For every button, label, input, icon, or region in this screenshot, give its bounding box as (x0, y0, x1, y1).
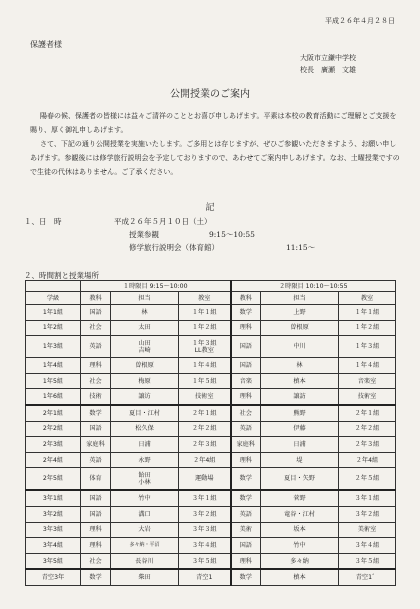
table-cell: 多々納 (261, 553, 339, 569)
table-cell: 梅原 (111, 373, 179, 389)
table-row (26, 389, 396, 405)
table-cell: ２年５組 (339, 468, 396, 491)
table-cell: １年２組 (339, 320, 396, 336)
table-cell: 青空1 (179, 569, 231, 585)
item2-label: ２、時間割と授業場所 (24, 271, 99, 280)
body-paragraph-1: 陽春の候、保護者の皆様には益々ご清祥のこととお喜び申しあげます。平素は本校の教育活動にご理解とご支援を賜り、厚く御礼申しあげます。 (30, 112, 397, 134)
table-cell: 柴田 (111, 569, 179, 585)
table-cell: 山田 吉崎 (111, 336, 179, 358)
body-text (30, 109, 400, 179)
table-cell: 竜谷・江村 (261, 506, 339, 522)
table-row (26, 320, 396, 336)
table-row (26, 490, 396, 506)
table-cell: 美術 (231, 522, 261, 538)
table-cell: 数学 (231, 569, 261, 585)
table-cell: 理科 (81, 358, 111, 374)
table-cell: １年５組 (179, 373, 231, 389)
table-cell: 松久保 (111, 421, 179, 437)
table-row (26, 373, 396, 389)
table-cell: 林 (261, 358, 339, 374)
table-cell: ３年５組 (339, 553, 396, 569)
table-cell: 家庭科 (231, 437, 261, 453)
table-cell: 数学 (231, 468, 261, 491)
observation-time: 9:15～10:55 (209, 230, 255, 239)
table-cell: ２年4組 (179, 452, 231, 468)
table-row (26, 305, 396, 321)
table-cell: 太田 (111, 320, 179, 336)
table-cell: 3年3組 (26, 522, 81, 538)
table-cell: 3年5組 (26, 553, 81, 569)
table-row (26, 553, 396, 569)
column-header: 学級 (26, 292, 81, 305)
table-cell: 菅野 (261, 490, 339, 506)
table-cell: 国語 (81, 305, 111, 321)
column-header-row (26, 292, 396, 305)
table-cell: 国語 (81, 490, 111, 506)
table-cell: 2年2組 (26, 421, 81, 437)
school-name: 大阪市立鎌中学校 (300, 54, 356, 62)
table-cell: 理科 (231, 389, 261, 405)
table-cell: １年１組 (339, 305, 396, 321)
table-cell: 社会 (81, 320, 111, 336)
table-row (26, 522, 396, 538)
table-cell: 飴田 小林 (111, 468, 179, 491)
table-cell: 体育 (81, 468, 111, 491)
table-cell: 青空1゛ (339, 569, 396, 585)
table-cell: ３年２組 (179, 506, 231, 522)
table-cell: １年３組 LL教室 (179, 336, 231, 358)
table-cell: １年４組 (339, 358, 396, 374)
item1-date: 平成２６年５月１０日（土） (114, 217, 212, 226)
table-cell: 坂本 (261, 522, 339, 538)
column-header: 教室 (179, 292, 231, 305)
table-cell: 2年4組 (26, 452, 81, 468)
table-cell: 英語 (81, 452, 111, 468)
table-cell: 社会 (231, 405, 261, 421)
table-cell: 中川 (261, 336, 339, 358)
table-cell: 日浦 (261, 437, 339, 453)
table-cell: 国語 (81, 421, 111, 437)
table-cell: 堤 (261, 452, 339, 468)
table-row (26, 437, 396, 453)
document-date: 平成２６年４月２８日 (325, 17, 395, 25)
table-cell: １年１組 (179, 305, 231, 321)
table-cell: 槙本 (261, 569, 339, 585)
table-row (26, 468, 396, 491)
briefing-label: 修学旅行説明会（体育館） (129, 243, 219, 252)
table-cell: 数学 (81, 569, 111, 585)
table-cell: ２年１組 (179, 405, 231, 421)
body-paragraph-2: さて、下記の通り公開授業を実施いたします。ご多用とは存じますが、ぜひご参観いただきますよう、お願い申しあげます。参観後には修学旅行説明会を予定しておりますので、あわせてご案内申しあげます。なお、土曜授業ですので生徒の代休はありません。ご了承ください。 (30, 140, 400, 176)
column-header: 教室 (339, 292, 396, 305)
table-cell: 理科 (231, 452, 261, 468)
table-row (26, 452, 396, 468)
table-cell: ２年３組 (179, 437, 231, 453)
table-row (26, 506, 396, 522)
table-cell: 1年2組 (26, 320, 81, 336)
table-row (26, 405, 396, 421)
table-cell: 日浦 (111, 437, 179, 453)
recipient: 保護者様 (30, 40, 62, 49)
table-cell: 美術室 (339, 522, 396, 538)
table-cell: 譲访 (111, 389, 179, 405)
principal-name: 校長 廣瀬 文雄 (300, 66, 356, 74)
period2-header: ２時限目 10:10～10:55 (231, 281, 396, 292)
table-cell: １年２組 (179, 320, 231, 336)
table-cell: ２年4組 (339, 452, 396, 468)
table-cell: ３年４組 (179, 538, 231, 554)
table-cell: 伊藤 (261, 421, 339, 437)
table-cell: 技術 (81, 389, 111, 405)
period-header-row (26, 281, 396, 292)
table-row (26, 421, 396, 437)
table-cell: 理科 (231, 320, 261, 336)
column-header: 担当 (111, 292, 179, 305)
table-cell: 国語 (231, 538, 261, 554)
table-cell: 国語 (231, 336, 261, 358)
table-cell: ２年２組 (339, 421, 396, 437)
table-cell: 曽根原 (111, 358, 179, 374)
table-cell: ２年３組 (339, 437, 396, 453)
table-cell: 夏目・矢野 (261, 468, 339, 491)
table-row (26, 538, 396, 554)
corner-cell (26, 281, 81, 292)
table-cell: 2年5組 (26, 468, 81, 491)
table-cell: 社会 (81, 373, 111, 389)
table-cell: 数学 (81, 405, 111, 421)
table-cell: 青空3年 (26, 569, 81, 585)
table-cell: ３年２組 (339, 506, 396, 522)
table-cell: 1年3組 (26, 336, 81, 358)
period1-header: １時限目 9:15～10:00 (81, 281, 231, 292)
table-cell: 1年4組 (26, 358, 81, 374)
table-cell: 技術室 (339, 389, 396, 405)
table-cell: １年４組 (179, 358, 231, 374)
table-cell: 社会 (81, 553, 111, 569)
table-cell: 長谷川 (111, 553, 179, 569)
table-cell: 溝口 (111, 506, 179, 522)
table-cell: ３年３組 (179, 522, 231, 538)
table-cell: 3年2組 (26, 506, 81, 522)
table-cell: 音楽室 (339, 373, 396, 389)
table-cell: 英語 (231, 421, 261, 437)
table-cell: 音楽 (231, 373, 261, 389)
table-cell: 英語 (231, 506, 261, 522)
item1-label: １、日 時 (24, 217, 62, 226)
table-cell: 1年6組 (26, 389, 81, 405)
table-cell: 国語 (81, 506, 111, 522)
table-cell: ２年１組 (339, 405, 396, 421)
table-cell: 1年5組 (26, 373, 81, 389)
table-cell: 運動場 (179, 468, 231, 491)
table-cell: 竹中 (261, 538, 339, 554)
table-row (26, 569, 396, 585)
table-cell: 多々納・平沼 (111, 538, 179, 554)
document-title: 公開授業のご案内 (170, 89, 250, 100)
table-cell: ２年２組 (179, 421, 231, 437)
table-cell: 曽根原 (261, 320, 339, 336)
table-cell: 熊野 (261, 405, 339, 421)
table-row (26, 336, 396, 358)
table-cell: 槙本 (261, 373, 339, 389)
table-cell: 1年1組 (26, 305, 81, 321)
table-cell: 譲訪 (261, 389, 339, 405)
table-cell: 英語 (81, 336, 111, 358)
table-cell: ３年５組 (179, 553, 231, 569)
table-cell: 数学 (231, 490, 261, 506)
table-cell: ３年４組 (339, 538, 396, 554)
table-cell: 理科 (231, 553, 261, 569)
observation-label: 授業参観 (129, 230, 159, 239)
table-cell: 数学 (231, 305, 261, 321)
table-cell: 大岩 (111, 522, 179, 538)
column-header: 教科 (231, 292, 261, 305)
table-row (26, 358, 396, 374)
table-cell: 家庭科 (81, 437, 111, 453)
table-cell: 上野 (261, 305, 339, 321)
table-cell: 夏目・江村 (111, 405, 179, 421)
table-cell: 林 (111, 305, 179, 321)
briefing-time: 11:15～ (286, 243, 316, 252)
table-cell: 理科 (81, 522, 111, 538)
table-cell: 理科 (81, 538, 111, 554)
column-header: 担当 (261, 292, 339, 305)
table-cell: 永野 (111, 452, 179, 468)
table-cell: ３年１組 (339, 490, 396, 506)
table-cell: ３年１組 (179, 490, 231, 506)
table-cell: 技術室 (179, 389, 231, 405)
ki-heading: 記 (205, 203, 215, 213)
table-cell: １年３組 (339, 336, 396, 358)
table-cell: 2年1組 (26, 405, 81, 421)
sender-block (300, 52, 356, 76)
table-cell: 3年4組 (26, 538, 81, 554)
table-cell: 3年1組 (26, 490, 81, 506)
column-header: 教科 (81, 292, 111, 305)
table-cell: 竹中 (111, 490, 179, 506)
schedule-table (25, 280, 396, 586)
table-cell: 2年3組 (26, 437, 81, 453)
table-cell: 国語 (231, 358, 261, 374)
